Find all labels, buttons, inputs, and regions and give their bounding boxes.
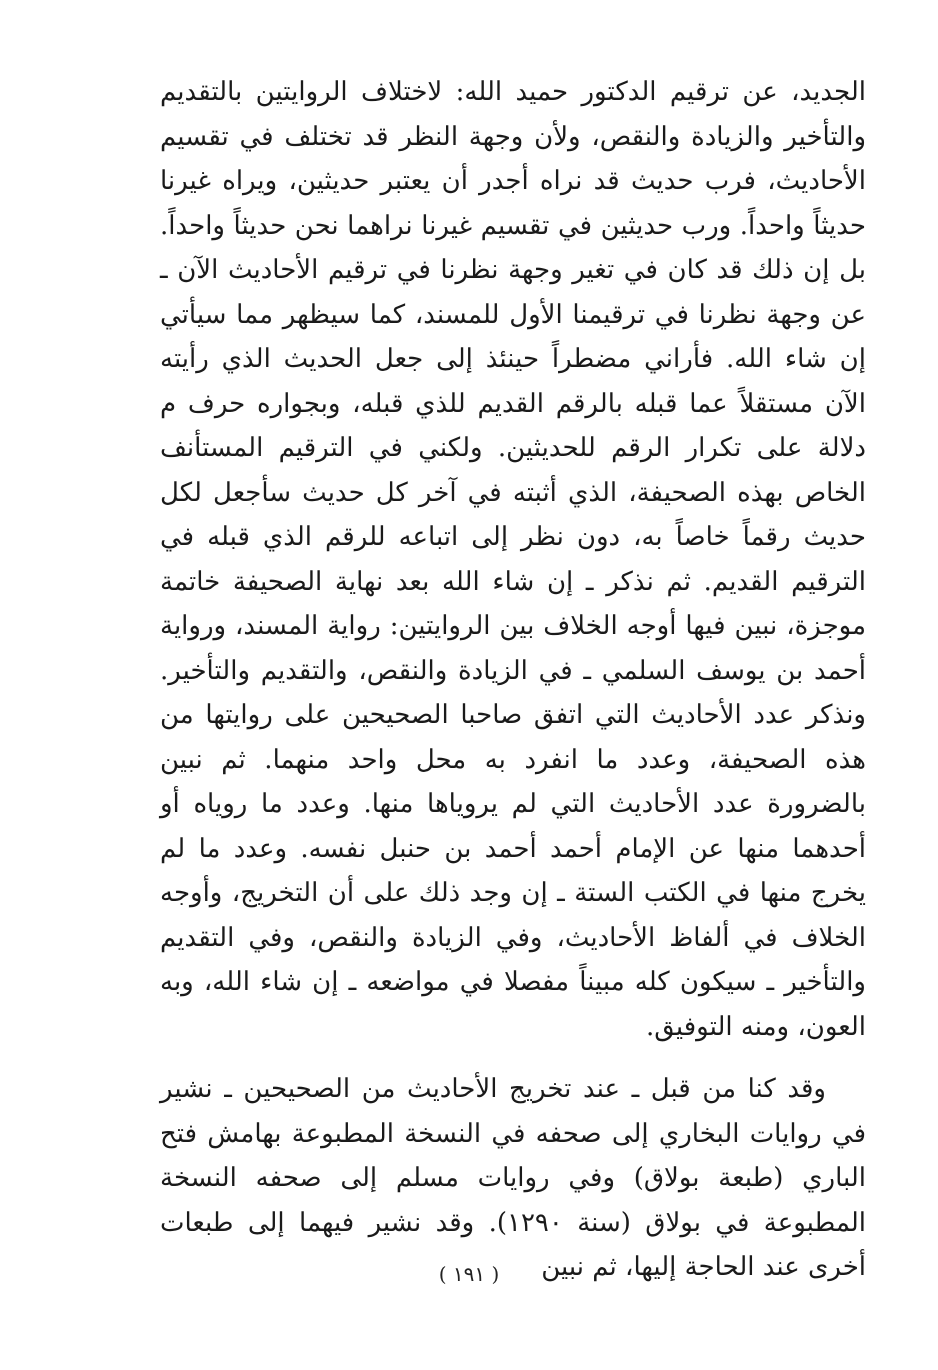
paragraph-1: الجديد، عن ترقيم الدكتور حميد الله: لاختلاف الروايتين بالتقديم والتأخير والزيادة والنقص، ولأن وجهة النظر قد تختلف في تقسيم الأحاديث، فرب حديث قد نراه أجدر أن يعتبر حديثين، ويراه غيرنا حديثاً واحداً. ورب حديثين في تقسيم غيرنا نراهما نحن حديثاً واحداً. بل إن ذلك قد كان في تغير وجهة نظرنا في ترقيم الأحاديث الآن ـ عن وجهة نظرنا في ترقيمنا الأول للمسند، كما سيظهر مما سيأتي إن شاء الله. فأراني مضطراً حينئذ إلى جعل الحديث الذي رأيته الآن مستقلاً عما قبله بالرقم القديم للذي قبله، وبجواره حرف م دلالة على تكرار الرقم للحديثين. ولكني في الترقيم المستأنف الخاص بهذه الصحيفة، الذي أثبته في آخر كل حديث سأجعل لكل حديث رقماً خاصاً به، دون نظر إلى اتباعه للرقم الذي قبله في الترقيم القديم. ثم نذكر ـ إن شاء الله بعد نهاية الصحيفة خاتمة موجزة، نبين فيها أوجه الخلاف بين الروايتين: رواية المسند، ورواية أحمد بن يوسف السلمي ـ في الزيادة والنقص، والتقديم والتأخير. ونذكر عدد الأحاديث التي اتفق صاحبا الصحيحين على روايتها من هذه الصحيفة، وعدد ما انفرد به محل واحد منهما. ثم نبين بالضرورة عدد الأحاديث التي لم يروياها منها. وعدد ما روياه أو أحدهما منها عن الإمام أحمد أحمد بن حنبل نفسه. وعدد ما لم يخرج منها في الكتب الستة ـ إن وجد ذلك على أن التخريج، وأوجه الخلاف في ألفاظ الأحاديث، وفي الزيادة والنقص، وفي التقديم والتأخير ـ سيكون كله مبيناً مفصلا في مواضعه ـ إن شاء الله، وبه العون، ومنه التوفيق. — [160, 77, 866, 1042]
paragraph-2: وقد كنا من قبل ـ عند تخريج الأحاديث من الصحيحين ـ نشير في روايات البخاري إلى صحفه في النسخة المطبوعة بهامش فتح الباري (طبعة بولاق) وفي روايات مسلم إلى صحفه النسخة المطبوعة في بولاق (سنة ١٢٩٠). وقد نشير فيهما إلى طبعات أخرى عند الحاجة إليها، ثم نبين — [160, 1074, 867, 1282]
page-body — [160, 70, 866, 1290]
page-number: ( ١٩١ ) — [438, 1262, 500, 1286]
